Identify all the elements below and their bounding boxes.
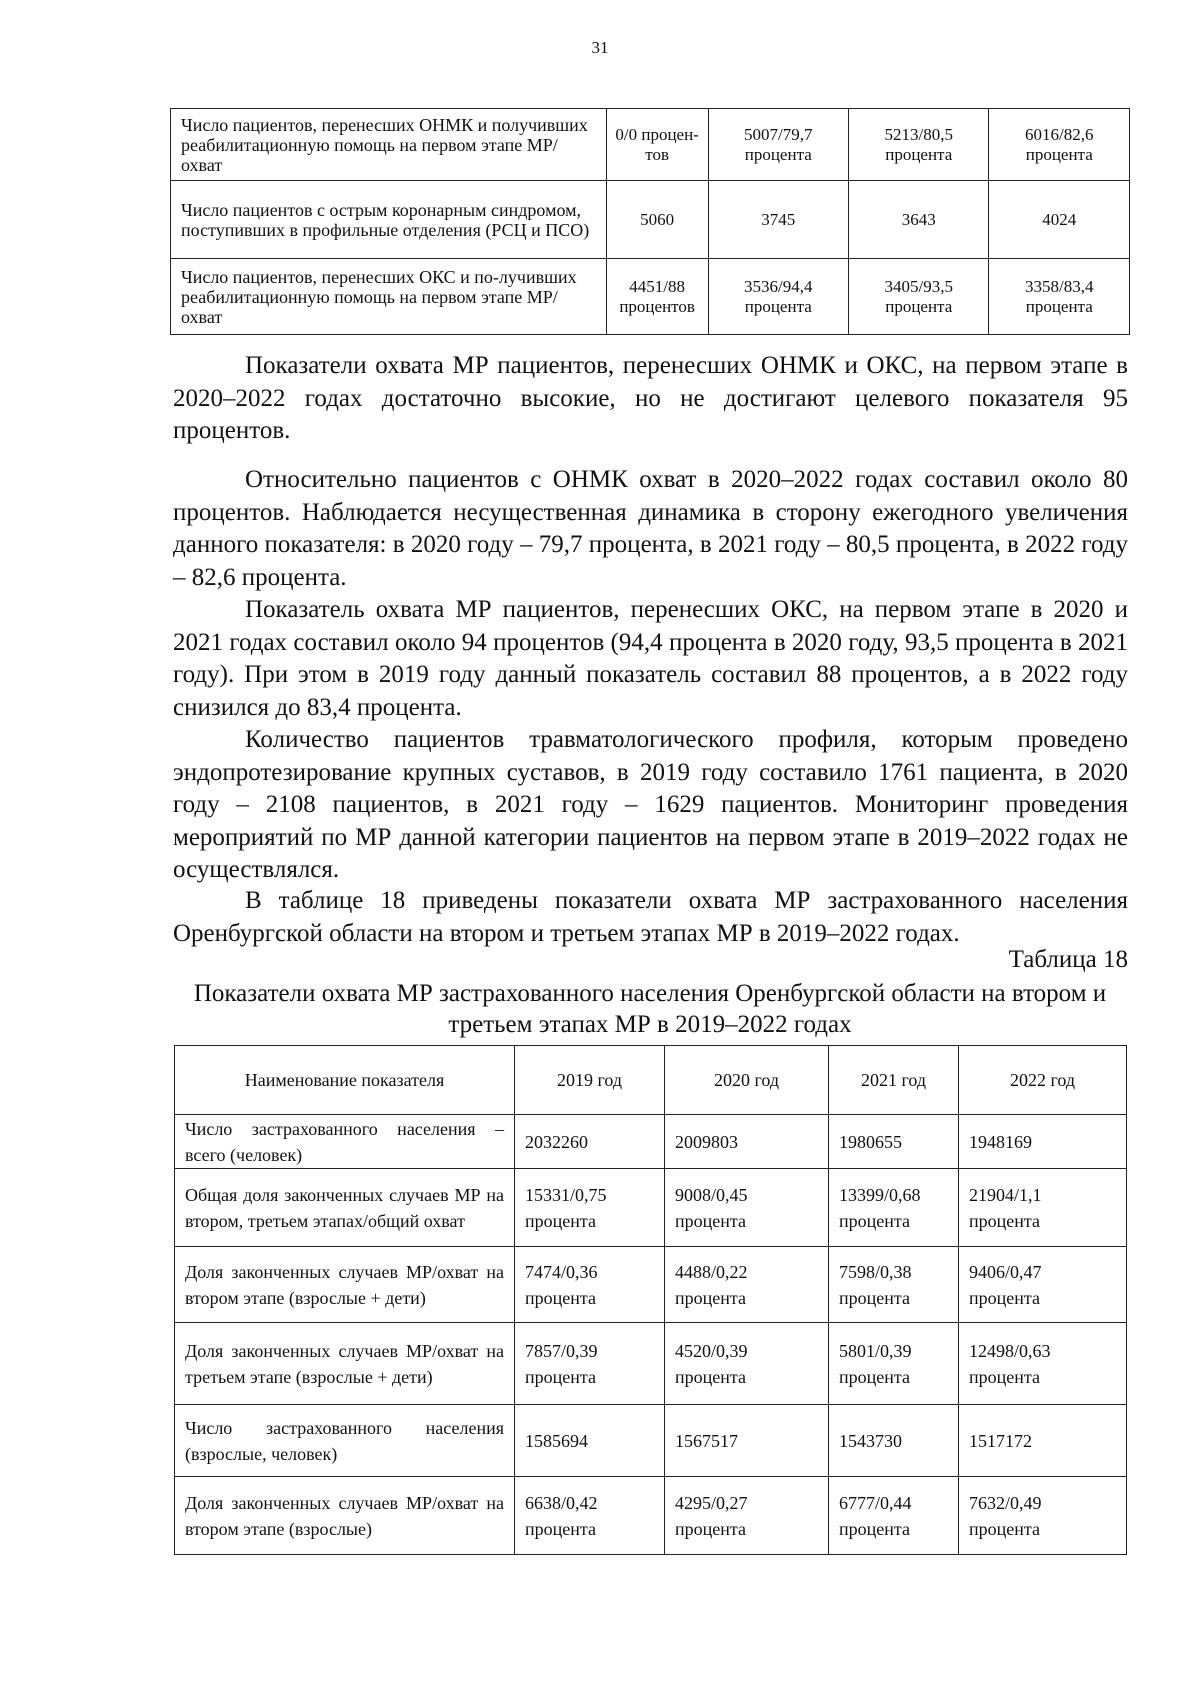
table-row bbox=[171, 259, 1130, 335]
table-top bbox=[170, 108, 1130, 335]
row-label: Число застрахованного населения (взрослые, человек) bbox=[175, 1405, 515, 1477]
table-row bbox=[175, 1405, 1127, 1477]
table-cell: 9008/0,45 процента bbox=[665, 1169, 829, 1247]
paragraph: Показатели охвата МР пациентов, перенесших ОНМК и ОКС, на первом этапе в 2020–2022 годах достаточно высокие, но не достигают целевого показателя 95 процентов. bbox=[173, 352, 1128, 444]
page-number: 31 bbox=[591, 38, 609, 57]
table-cell: 5060 bbox=[606, 181, 708, 259]
table-row bbox=[175, 1115, 1127, 1169]
table-cell: 9406/0,47 процента bbox=[959, 1247, 1127, 1323]
table-cell: 1948169 bbox=[959, 1115, 1127, 1169]
row-label: Число пациентов, перенесших ОНМК и получивших реабилитационную помощь на первом этапе МР/охват bbox=[171, 109, 607, 181]
row-label: Доля законченных случаев МР/охват на втором этапе (взрослые) bbox=[175, 1477, 515, 1555]
table-cell: 7474/0,36 процента bbox=[515, 1247, 665, 1323]
table-cell: 7598/0,38 процента bbox=[829, 1247, 959, 1323]
table-row bbox=[171, 181, 1130, 259]
table-cell: 3745 bbox=[708, 181, 848, 259]
row-label: Число застрахованного населения – всего (человек) bbox=[175, 1115, 515, 1169]
table-cell: 7857/0,39 процента bbox=[515, 1323, 665, 1405]
table-cell: 12498/0,63 процента bbox=[959, 1323, 1127, 1405]
table-18 bbox=[174, 1045, 1127, 1555]
table-header-row bbox=[175, 1046, 1127, 1115]
row-label: Общая доля законченных случаев МР на втором, третьем этапах/общий охват bbox=[175, 1169, 515, 1247]
table-cell: 3358/83,4 процента bbox=[989, 259, 1130, 335]
paragraph: В таблице 18 приведены показатели охвата МР застрахованного населения Оренбургской области на втором и третьем этапах МР в 2019–2022 годах. bbox=[173, 887, 1128, 947]
column-header: 2021 год bbox=[829, 1046, 959, 1115]
table-label: Таблица 18 bbox=[1008, 946, 1128, 973]
column-header: 2020 год bbox=[665, 1046, 829, 1115]
table-cell: 7632/0,49 процента bbox=[959, 1477, 1127, 1555]
table-cell: 1517172 bbox=[959, 1405, 1127, 1477]
table-cell: 21904/1,1 процента bbox=[959, 1169, 1127, 1247]
table-cell: 1980655 bbox=[829, 1115, 959, 1169]
row-label: Доля законченных случаев МР/охват на третьем этапе (взрослые + дети) bbox=[175, 1323, 515, 1405]
table-cell: 2032260 bbox=[515, 1115, 665, 1169]
paragraph: Количество пациентов травматологического профиля, которым проведено эндопротезирование крупных суставов, в 2019 году составило 1761 пациента, в 2020 году – 2108 пациентов, в 2021 году – 1629 пациентов. Мониторинг проведения мероприятий по МР данной категории пациентов на первом этапе в 2019–2022 годах не осуществлялся. bbox=[173, 726, 1128, 883]
table-cell: 4295/0,27 процента bbox=[665, 1477, 829, 1555]
table-cell: 5007/79,7 процента bbox=[708, 109, 848, 181]
table-cell: 4024 bbox=[989, 181, 1130, 259]
column-header: Наименование показателя bbox=[175, 1046, 515, 1115]
table-cell: 6638/0,42 процента bbox=[515, 1477, 665, 1555]
table-row bbox=[171, 109, 1130, 181]
table-row bbox=[175, 1323, 1127, 1405]
table-cell: 6016/82,6 процента bbox=[989, 109, 1130, 181]
table-cell: 6777/0,44 процента bbox=[829, 1477, 959, 1555]
table-cell: 0/0 процен-тов bbox=[606, 109, 708, 181]
table-row bbox=[175, 1169, 1127, 1247]
paragraph: Показатель охвата МР пациентов, перенесших ОКС, на первом этапе в 2020 и 2021 годах составил около 94 процентов (94,4 процента в 2020 году, 93,5 процента в 2021 году). При этом в 2019 году данный показатель составил 88 процентов, а в 2022 году снизился до 83,4 процента. bbox=[173, 596, 1128, 721]
table-cell: 3405/93,5 процента bbox=[849, 259, 989, 335]
table-row bbox=[175, 1477, 1127, 1555]
table-cell: 1543730 bbox=[829, 1405, 959, 1477]
table-cell: 4451/88 процентов bbox=[606, 259, 708, 335]
table-cell: 4488/0,22 процента bbox=[665, 1247, 829, 1323]
table-row bbox=[175, 1247, 1127, 1323]
table-cell: 3643 bbox=[849, 181, 989, 259]
table-cell: 4520/0,39 процента bbox=[665, 1323, 829, 1405]
table-cell: 1585694 bbox=[515, 1405, 665, 1477]
table-cell: 5801/0,39 процента bbox=[829, 1323, 959, 1405]
table-title: Показатели охвата МР застрахованного населения Оренбургской области на втором и третьем этапах МР в 2019–2022 годах bbox=[193, 980, 1107, 1038]
table-cell: 1567517 bbox=[665, 1405, 829, 1477]
table-cell: 2009803 bbox=[665, 1115, 829, 1169]
column-header: 2019 год bbox=[515, 1046, 665, 1115]
row-label: Число пациентов с острым коронарным синдромом, поступивших в профильные отделения (РСЦ и ПСО) bbox=[171, 181, 607, 259]
paragraph: Относительно пациентов с ОНМК охват в 2020–2022 годах составил около 80 процентов. Наблюдается несущественная динамика в сторону ежегодного увеличения данного показателя: в 2020 году – 79,7 процента, в 2021 году – 80,5 процента, в 2022 году – 82,6 процента. bbox=[173, 466, 1128, 591]
row-label: Число пациентов, перенесших ОКС и по-лучивших реабилитационную помощь на первом этапе МР/охват bbox=[171, 259, 607, 335]
row-label: Доля законченных случаев МР/охват на втором этапе (взрослые + дети) bbox=[175, 1247, 515, 1323]
table-cell: 5213/80,5 процента bbox=[849, 109, 989, 181]
table-cell: 13399/0,68 процента bbox=[829, 1169, 959, 1247]
column-header: 2022 год bbox=[959, 1046, 1127, 1115]
table-cell: 3536/94,4 процента bbox=[708, 259, 848, 335]
table-cell: 15331/0,75 процента bbox=[515, 1169, 665, 1247]
